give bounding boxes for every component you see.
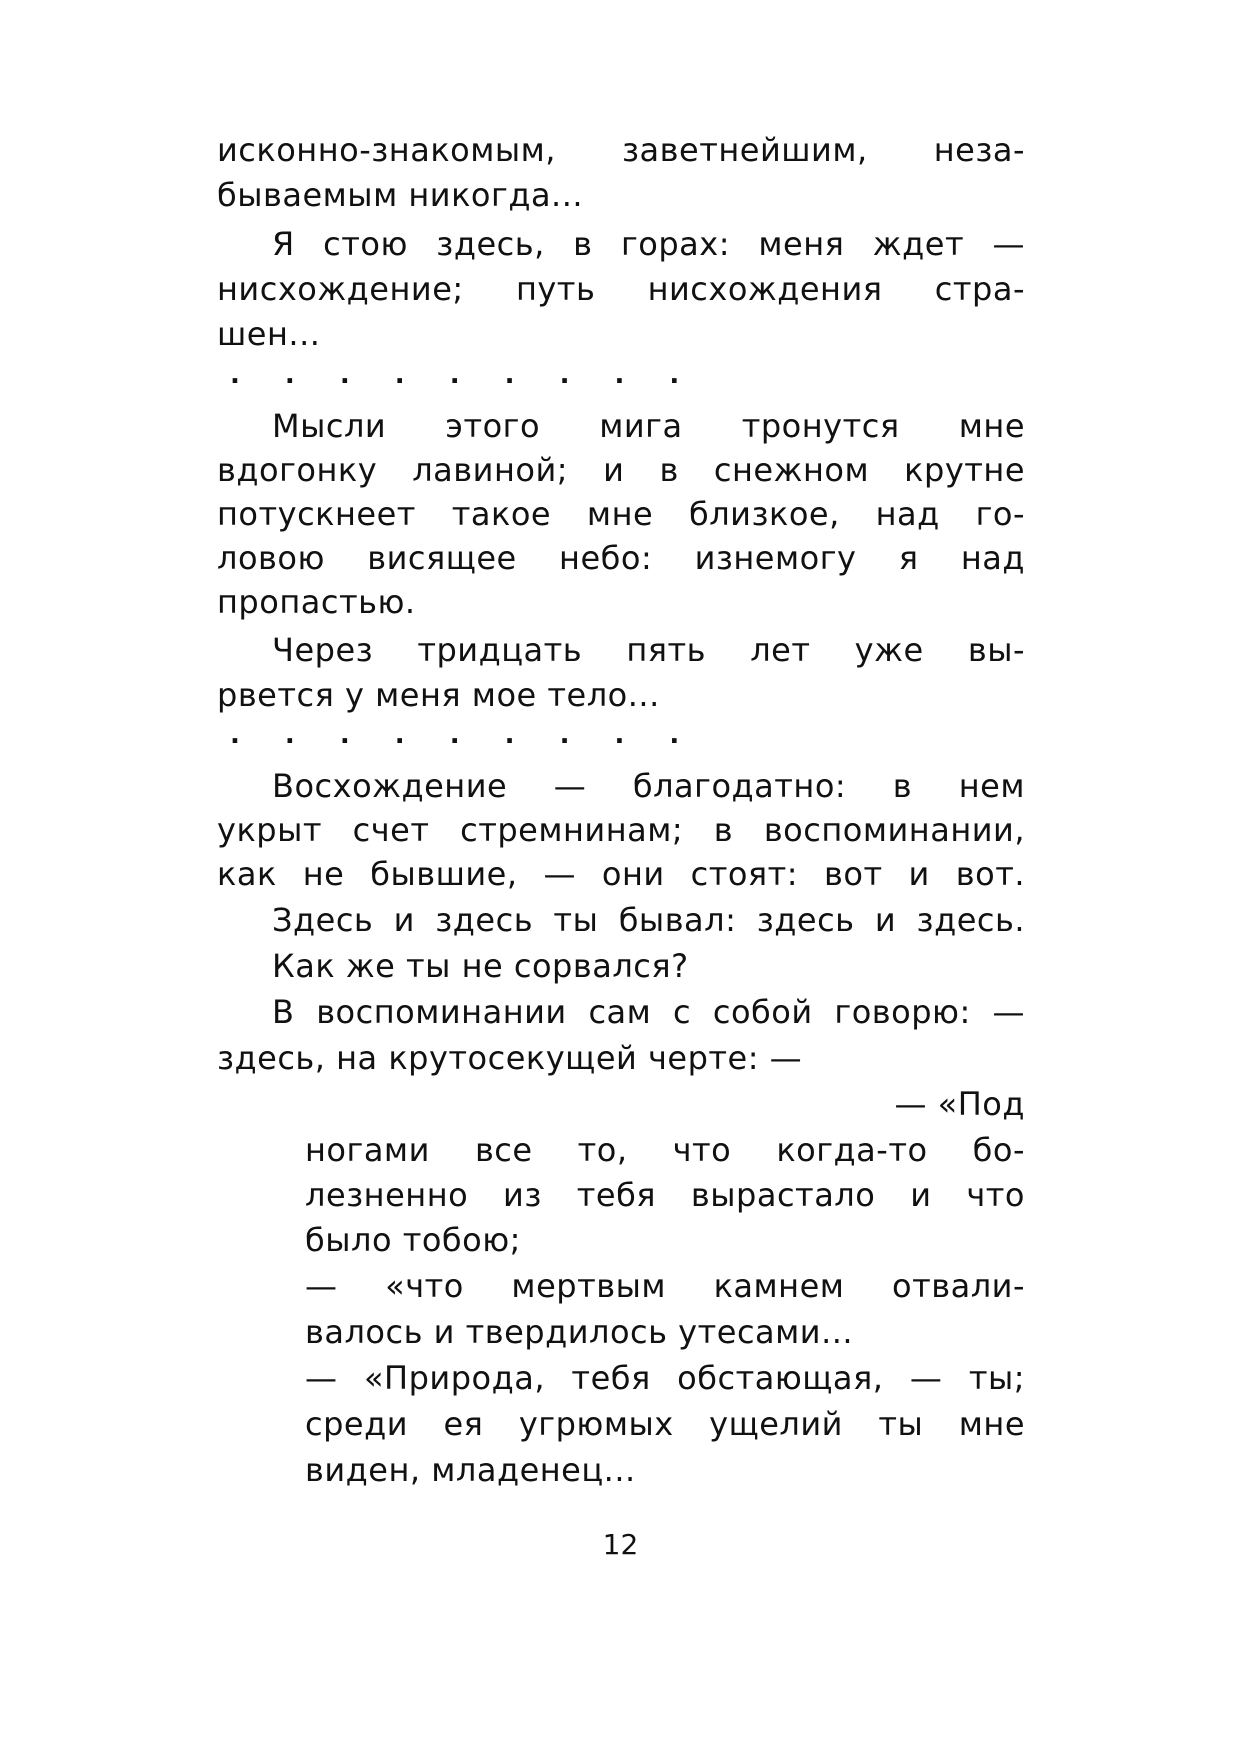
quote-line: валось и твердилось утесами... — [305, 1313, 854, 1351]
quote-line: — «Природа, тебя обстающая, — ты; — [305, 1359, 1025, 1397]
text-line: — «Под — [894, 1085, 1025, 1123]
text-line: Как же ты не сорвался? — [272, 947, 689, 985]
text-line: рвется у меня мое тело... — [217, 676, 660, 714]
text-line: исконно-знакомым, заветнейшим, неза- — [217, 131, 1025, 169]
quote-line: виден, младенец... — [305, 1451, 636, 1489]
section-separator: . . . . . . . . . — [230, 720, 698, 750]
text-line: В воспоминании сам с собой говорю: — — [272, 993, 1025, 1031]
quote-line: среди ея угрюмых ущелий ты мне — [305, 1405, 1025, 1443]
text-line: бываемым никогда... — [217, 176, 584, 214]
quote-line: — «что мертвым камнем отвали- — [305, 1267, 1025, 1305]
text-line: Через тридцать пять лет уже вы- — [272, 631, 1025, 669]
section-separator: . . . . . . . . . — [230, 360, 698, 390]
text-line: вдогонку лавиной; и в снежном крутне — [217, 451, 1025, 489]
text-line: Восхождение — благодатно: в нем — [272, 767, 1025, 805]
text-line: Мысли этого мига тронутся мне — [272, 407, 1025, 445]
quote-line: было тобою; — [305, 1221, 521, 1259]
text-line: укрыт счет стремнинам; в воспоминании, — [217, 811, 1025, 849]
text-line: Здесь и здесь ты бывал: здесь и здесь. — [272, 901, 1025, 939]
text-line: ловою висящее небо: изнемогу я над — [217, 539, 1025, 577]
text-line: как не бывшие, — они стоят: вот и вот. — [217, 855, 1025, 893]
page-number: 12 — [602, 1528, 639, 1561]
text-line: шен... — [217, 315, 321, 353]
quote-line: ногами все то, что когда-то бо- — [305, 1131, 1025, 1169]
text-line: потускнеет такое мне близкое, над го- — [217, 495, 1025, 533]
text-line: нисхождение; путь нисхождения стра- — [217, 270, 1025, 308]
quote-line: лезненно из тебя вырастало и что — [305, 1176, 1025, 1214]
text-line: Я стою здесь, в горах: меня ждет — — [272, 225, 1025, 263]
text-line: здесь, на крутосекущей черте: — — [217, 1039, 803, 1077]
text-line: пропастью. — [217, 583, 416, 621]
